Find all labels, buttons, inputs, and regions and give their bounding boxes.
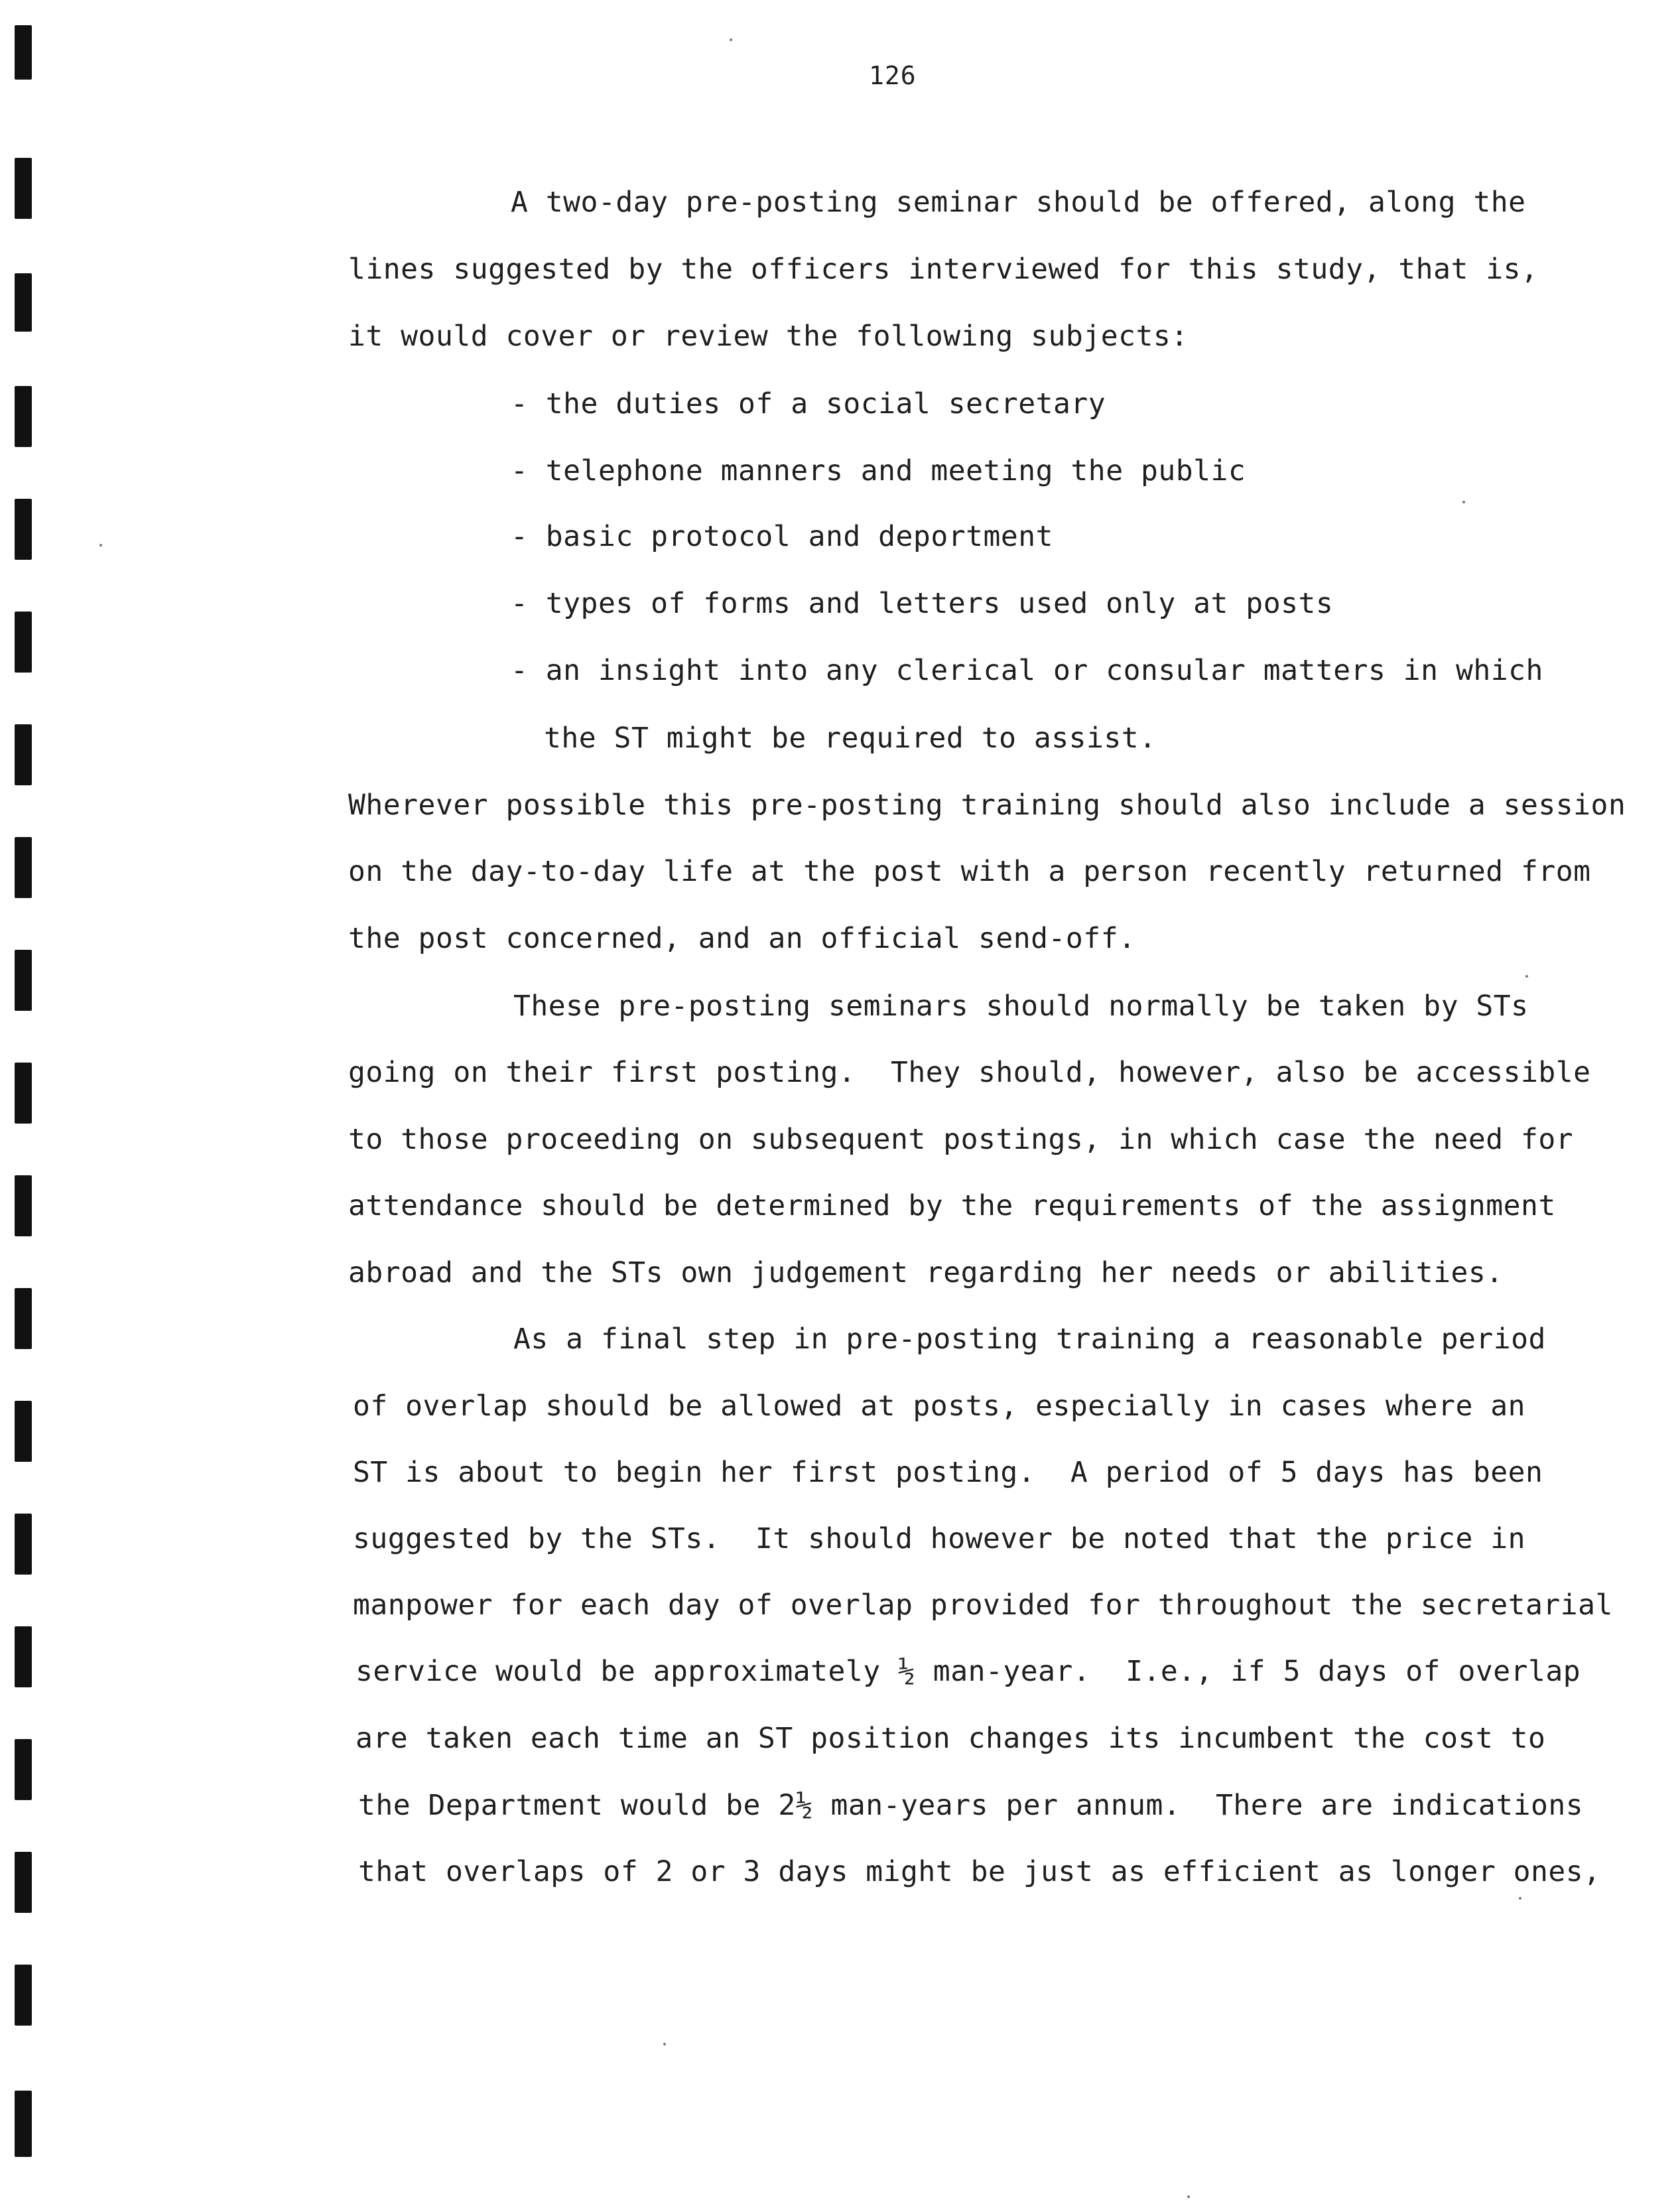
text-line: it would cover or review the following subjects:	[348, 320, 1189, 353]
text-line: are taken each time an ST position changes its incumbent the cost to	[355, 1722, 1546, 1755]
text-line: attendance should be determined by the requirements of the assignment	[348, 1189, 1556, 1222]
text-line: to those proceeding on subsequent postings, in which case the need for	[348, 1123, 1574, 1156]
binder-mark	[15, 612, 32, 673]
text-line: These pre-posting seminars should normally be taken by STs	[513, 990, 1529, 1023]
binder-mark	[15, 1288, 32, 1349]
text-line: abroad and the STs own judgement regarding her needs or abilities.	[348, 1256, 1504, 1289]
list-item-continuation: the ST might be required to assist.	[544, 722, 1157, 755]
speck	[730, 38, 732, 41]
speck	[663, 2043, 666, 2046]
binder-mark	[15, 1626, 32, 1687]
binder-mark	[15, 2091, 32, 2157]
binder-mark	[15, 1852, 32, 1913]
speck	[99, 544, 102, 547]
text-line: Wherever possible this pre-posting training should also include a session	[348, 789, 1626, 822]
binder-mark	[15, 386, 32, 447]
text-line: going on their first posting. They should, however, also be accessible	[348, 1056, 1591, 1089]
list-item: - telephone manners and meeting the public	[511, 454, 1246, 487]
binder-mark	[15, 1175, 32, 1236]
binder-hole-marks	[15, 0, 41, 2208]
binder-mark	[15, 1739, 32, 1800]
text-line: service would be approximately ½ man-year. I.e., if 5 days of overlap	[355, 1655, 1581, 1688]
speck	[1187, 2195, 1190, 2198]
page-number: 126	[869, 61, 917, 90]
binder-mark	[15, 1401, 32, 1462]
binder-mark	[15, 273, 32, 332]
text-line: lines suggested by the officers interviewed for this study, that is,	[348, 253, 1539, 286]
text-line: that overlaps of 2 or 3 days might be just as efficient as longer ones,	[358, 1855, 1601, 1888]
text-line: on the day-to-day life at the post with a person recently returned from	[348, 855, 1591, 888]
list-item: - the duties of a social secretary	[511, 387, 1106, 421]
list-item: - types of forms and letters used only at posts	[511, 587, 1334, 620]
speck	[1462, 501, 1465, 503]
binder-mark	[15, 1063, 32, 1124]
binder-mark	[15, 1965, 32, 2026]
binder-mark	[15, 950, 32, 1011]
text-line: the Department would be 2½ man-years per annum. There are indications	[358, 1789, 1584, 1822]
text-line: A two-day pre-posting seminar should be offered, along the	[511, 186, 1526, 219]
binder-mark	[15, 837, 32, 898]
text-line: ST is about to begin her first posting. A period of 5 days has been	[353, 1456, 1543, 1489]
text-line: of overlap should be allowed at posts, especially in cases where an	[353, 1390, 1526, 1423]
speck	[1525, 975, 1528, 978]
list-item: - basic protocol and deportment	[511, 520, 1054, 553]
text-line: As a final step in pre-posting training a reasonable period	[513, 1323, 1546, 1356]
binder-mark	[15, 724, 32, 785]
binder-mark	[15, 1514, 32, 1575]
text-line: suggested by the STs. It should however be noted that the price in	[353, 1522, 1526, 1555]
text-line: manpower for each day of overlap provided for throughout the secretarial	[353, 1589, 1613, 1622]
list-item: - an insight into any clerical or consular matters in which	[511, 654, 1543, 687]
speck	[1519, 1897, 1521, 1900]
binder-mark	[15, 25, 32, 80]
binder-mark	[15, 499, 32, 560]
text-line: the post concerned, and an official send-off.	[348, 922, 1136, 955]
binder-mark	[15, 158, 32, 219]
